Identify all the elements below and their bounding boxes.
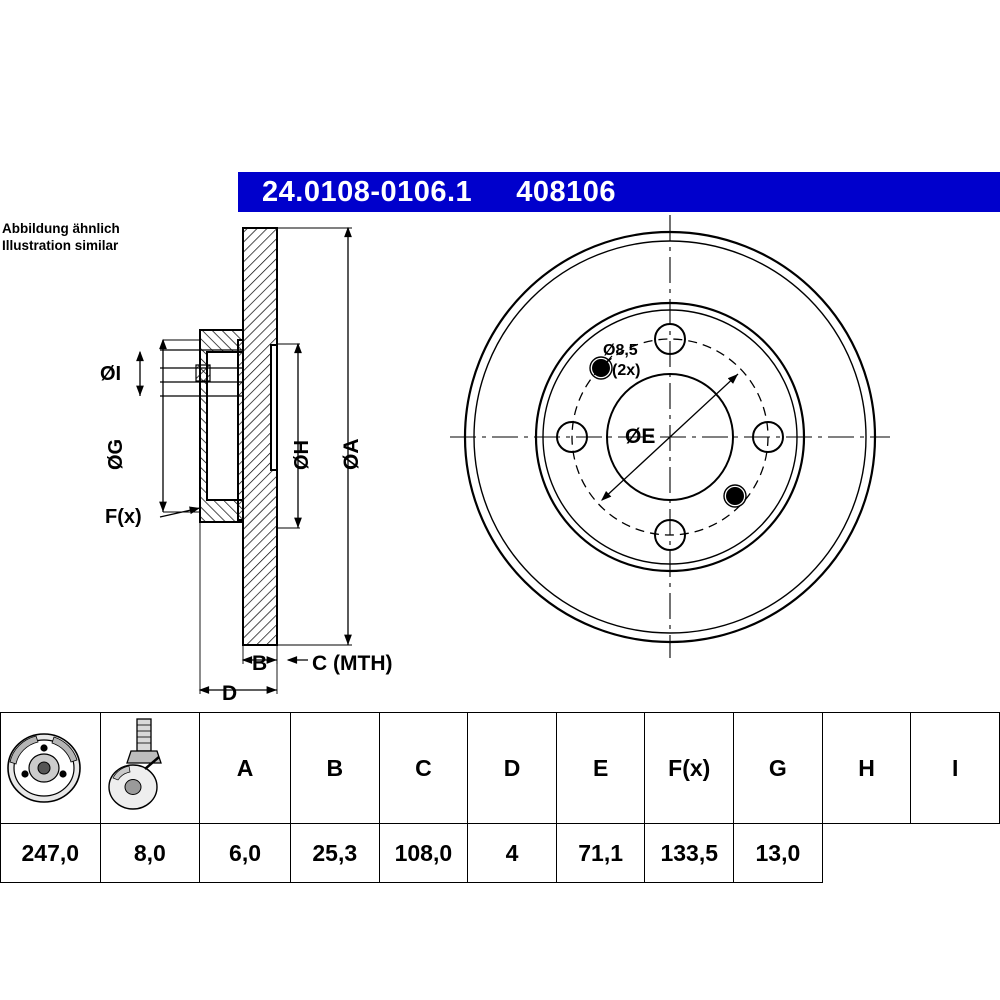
- label-diameter-a: ØA: [340, 438, 363, 470]
- side-section-view: [100, 228, 392, 705]
- label-hole-count: (2x): [612, 362, 641, 379]
- illustration-note-de: Abbildung ähnlich: [2, 221, 120, 236]
- col-header-fx: F(x): [645, 713, 734, 824]
- label-d: D: [222, 682, 238, 705]
- label-f-x: F(x): [105, 506, 142, 528]
- col-header-a: A: [200, 713, 291, 824]
- part-number: 24.0108-0106.1: [262, 175, 473, 208]
- col-header-c: C: [379, 713, 468, 824]
- col-header-b: B: [290, 713, 379, 824]
- col-header-d: D: [468, 713, 557, 824]
- spec-table-value-row: [1, 824, 1000, 883]
- value-b: 8,0: [100, 824, 200, 883]
- value-e: 108,0: [379, 824, 468, 883]
- spec-table-header-row: [1, 713, 1000, 824]
- col-header-e: E: [556, 713, 645, 824]
- label-diameter-h: ØH: [291, 440, 313, 470]
- brake-disc-icon: [1, 713, 87, 823]
- value-c: 6,0: [200, 824, 291, 883]
- value-d: 25,3: [290, 824, 379, 883]
- bolt-icon-cell: [100, 713, 200, 824]
- col-header-g: G: [734, 713, 823, 824]
- value-a: 247,0: [1, 824, 101, 883]
- spec-table-wrap: [0, 712, 1000, 866]
- value-h: 133,5: [645, 824, 734, 883]
- value-g: 71,1: [556, 824, 645, 883]
- col-header-h: H: [822, 713, 911, 824]
- illustration-note-en: Illustration similar: [2, 238, 119, 253]
- bolt-icon: [101, 713, 187, 823]
- label-c-mth: C (MTH): [312, 652, 393, 675]
- label-diameter-e: ØE: [625, 425, 656, 448]
- article-number: 408106: [516, 175, 616, 208]
- label-b: B: [252, 652, 268, 675]
- label-diameter-i: ØI: [100, 363, 122, 385]
- label-hole-diameter: Ø8,5: [603, 342, 638, 359]
- label-diameter-g: ØG: [105, 438, 127, 470]
- col-header-i: I: [911, 713, 1000, 824]
- spec-table: [0, 712, 1000, 883]
- front-view: [450, 215, 890, 658]
- disc-icon-cell: [1, 713, 101, 824]
- value-i: 13,0: [734, 824, 823, 883]
- value-fx: 4: [468, 824, 557, 883]
